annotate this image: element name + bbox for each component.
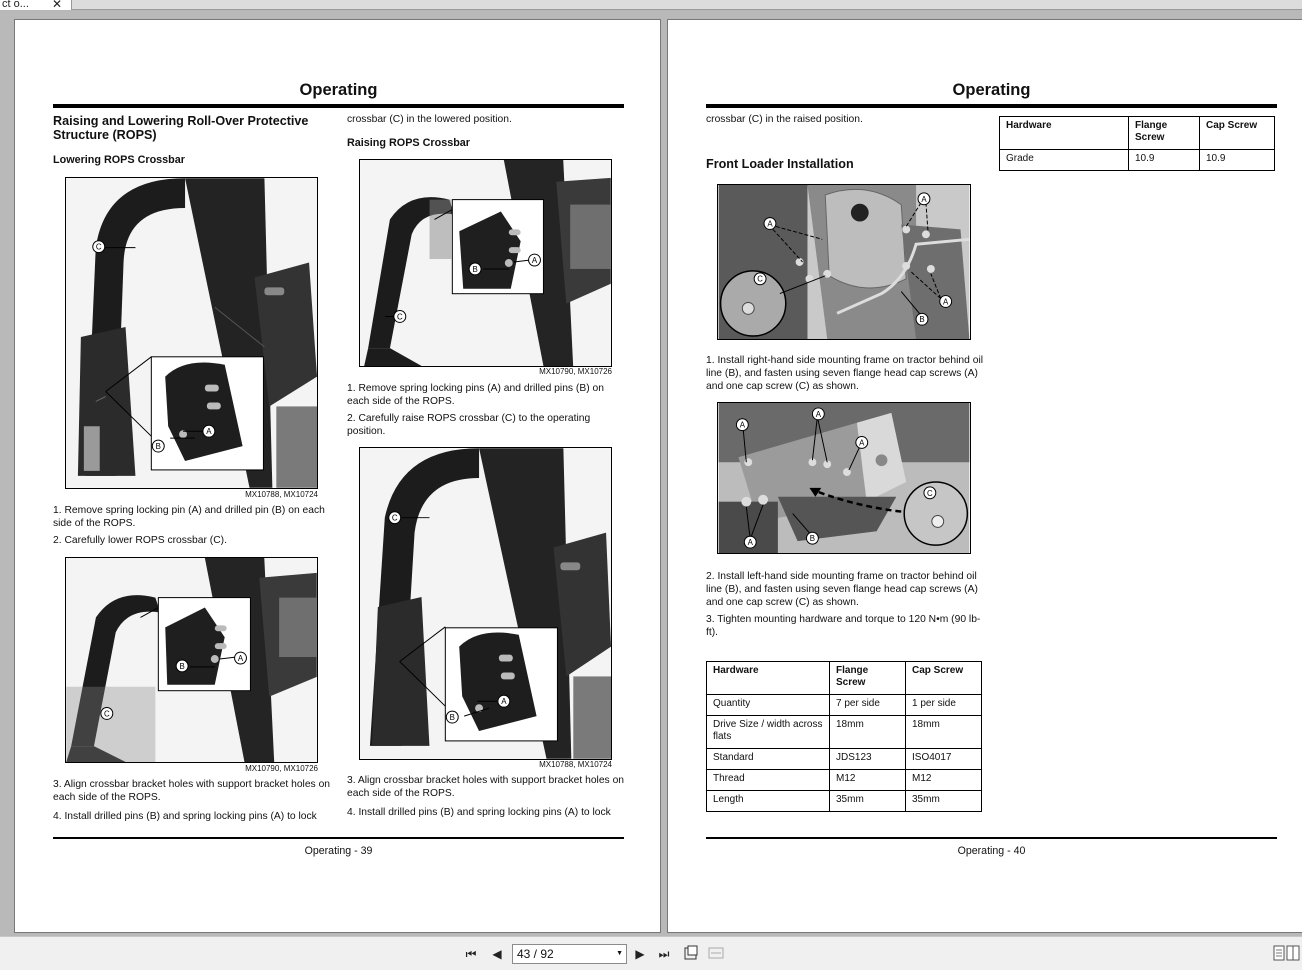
callout-a: A xyxy=(531,256,538,265)
page-number-select[interactable] xyxy=(512,944,627,964)
table-cell: Standard xyxy=(707,749,830,770)
raising-step-3: 3. Align crossbar bracket holes with support bracket holes on each side of the ROPS. xyxy=(347,775,625,799)
callout-c: C xyxy=(391,513,398,523)
document-viewer[interactable] xyxy=(0,11,1302,936)
footer-rule xyxy=(706,837,1277,839)
lowering-heading: Lowering ROPS Crossbar xyxy=(53,154,185,166)
figure-left-mounting-frame xyxy=(717,402,971,554)
figure-right-mounting-frame xyxy=(717,184,971,340)
table-cell: 35mm xyxy=(906,791,982,812)
close-icon[interactable]: ✕ xyxy=(52,0,63,10)
table-cell: 10.9 xyxy=(1200,150,1275,171)
callout-c: C xyxy=(95,242,102,252)
page-footer: Operating - 39 xyxy=(304,845,373,857)
raising-heading: Raising ROPS Crossbar xyxy=(347,137,470,149)
page-40 xyxy=(667,19,1302,933)
tab-bar xyxy=(0,0,1302,10)
callout-a: A xyxy=(747,538,753,548)
front-loader-step-2: 2. Install left-hand side mounting frame on tractor behind oil line (B), and fasten using seven flange head cap screws (A) and one cap screw (C) as shown. xyxy=(706,571,978,608)
table-header-cell: Cap Screw xyxy=(1200,117,1275,150)
lowering-step-1: 1. Remove spring locking pin (A) and drilled pin (B) on each side of the ROPS. xyxy=(53,505,325,529)
raising-step-2: 2. Carefully raise ROPS crossbar (C) to the operating position. xyxy=(347,413,591,437)
callout-a: A xyxy=(501,697,507,707)
callout-a: A xyxy=(739,420,745,430)
table-cell: M12 xyxy=(830,770,906,791)
dual-page-icon[interactable] xyxy=(1284,945,1302,963)
raising-step-4: 4. Install drilled pins (B) and spring locking pins (A) to lock xyxy=(347,807,611,818)
callout-b: B xyxy=(919,315,925,325)
callout-c: C xyxy=(396,312,403,322)
callout-a: A xyxy=(943,297,949,307)
hardware-table xyxy=(706,661,982,812)
raising-continuation: crossbar (C) in the raised position. xyxy=(706,114,863,125)
table-row xyxy=(707,695,982,716)
front-loader-heading: Front Loader Installation xyxy=(706,157,854,171)
callout-b: B xyxy=(179,661,185,671)
next-page-icon[interactable]: ▶ xyxy=(635,947,645,961)
lowering-continuation: crossbar (C) in the lowered position. xyxy=(347,114,512,125)
figure-rops-raising-1 xyxy=(359,159,612,367)
front-loader-step-1: 1. Install right-hand side mounting frame on tractor behind oil line (B), and fasten using seven flange head cap screws (A) and one cap screw (C) as shown. xyxy=(706,355,984,392)
section-title: Raising and Lowering Roll-Over Protective Structure (ROPS) xyxy=(53,114,309,142)
table-cell: Drive Size / width across flats xyxy=(707,716,830,749)
callout-c: C xyxy=(757,274,763,284)
figure-rops-raising-2 xyxy=(359,447,612,760)
figure-caption: MX10790, MX10726 xyxy=(539,367,612,376)
table-header-cell: Flange Screw xyxy=(830,662,906,695)
page-header: Operating xyxy=(952,81,1031,99)
callout-a: A xyxy=(859,438,865,448)
callout-a: A xyxy=(921,194,927,204)
table-cell: Quantity xyxy=(707,695,830,716)
table-cell: Length xyxy=(707,791,830,812)
callout-a: A xyxy=(237,653,244,663)
table-cell: Grade xyxy=(1000,150,1129,171)
callout-c: C xyxy=(927,488,933,498)
table-row xyxy=(707,791,982,812)
fit-page-icon[interactable] xyxy=(682,945,700,963)
document-tab[interactable] xyxy=(0,0,72,10)
table-cell: 1 per side xyxy=(906,695,982,716)
lowering-step-3: 3. Align crossbar bracket holes with support bracket holes on each side of the ROPS. xyxy=(53,779,331,803)
page-indicator: 43 / 92 xyxy=(517,947,554,961)
table-header-cell: Hardware xyxy=(1000,117,1129,150)
table-row xyxy=(707,749,982,770)
table-row xyxy=(707,770,982,791)
callout-a: A xyxy=(815,409,821,419)
table-row xyxy=(707,662,982,695)
figure-caption: MX10788, MX10724 xyxy=(539,760,612,769)
callout-a: A xyxy=(767,219,773,229)
table-cell: Thread xyxy=(707,770,830,791)
table-row xyxy=(1000,150,1275,171)
page-footer: Operating - 40 xyxy=(957,845,1026,857)
table-cell: M12 xyxy=(906,770,982,791)
callout-b: B xyxy=(809,534,816,544)
table-row xyxy=(1000,117,1275,150)
callout-a: A xyxy=(206,427,212,437)
table-cell: JDS123 xyxy=(830,749,906,770)
table-cell: 35mm xyxy=(830,791,906,812)
raising-step-1: 1. Remove spring locking pins (A) and drilled pins (B) on each side of the ROPS. xyxy=(347,383,604,407)
table-cell: 18mm xyxy=(830,716,906,749)
table-cell: ISO4017 xyxy=(906,749,982,770)
figure-rops-lowering-2 xyxy=(65,557,318,763)
figure-caption: MX10788, MX10724 xyxy=(245,490,318,499)
grade-table xyxy=(999,116,1275,171)
lowering-step-4: 4. Install drilled pins (B) and spring locking pins (A) to lock xyxy=(53,811,317,822)
first-page-icon[interactable]: ⏮ xyxy=(465,947,477,961)
document-tab-title: ct o... xyxy=(2,0,29,10)
header-rule xyxy=(53,104,624,108)
table-cell: 7 per side xyxy=(830,695,906,716)
callout-b: B xyxy=(472,264,478,274)
last-page-icon[interactable]: ⏭ xyxy=(658,947,670,961)
table-header-cell: Flange Screw xyxy=(1129,117,1200,150)
page-39 xyxy=(14,19,661,933)
footer-rule xyxy=(53,837,624,839)
header-rule xyxy=(706,104,1277,108)
chevron-down-icon: ▼ xyxy=(616,950,623,957)
table-header-cell: Cap Screw xyxy=(906,662,982,695)
table-cell: 10.9 xyxy=(1129,150,1200,171)
figure-rops-lowering-1 xyxy=(65,177,318,489)
callout-b: B xyxy=(449,713,455,723)
table-cell: 18mm xyxy=(906,716,982,749)
page-header: Operating xyxy=(299,81,378,99)
navigation-toolbar xyxy=(0,936,1302,970)
fit-width-icon[interactable] xyxy=(707,945,725,963)
table-row xyxy=(707,716,982,749)
callout-b: B xyxy=(155,442,161,452)
callout-c: C xyxy=(103,709,110,719)
lowering-step-2: 2. Carefully lower ROPS crossbar (C). xyxy=(53,535,227,546)
front-loader-step-3: 3. Tighten mounting hardware and torque to 120 N•m (90 lb-ft). xyxy=(706,614,981,638)
table-header-cell: Hardware xyxy=(707,662,830,695)
prev-page-icon[interactable]: ◀ xyxy=(492,947,502,961)
figure-caption: MX10790, MX10726 xyxy=(245,764,318,773)
